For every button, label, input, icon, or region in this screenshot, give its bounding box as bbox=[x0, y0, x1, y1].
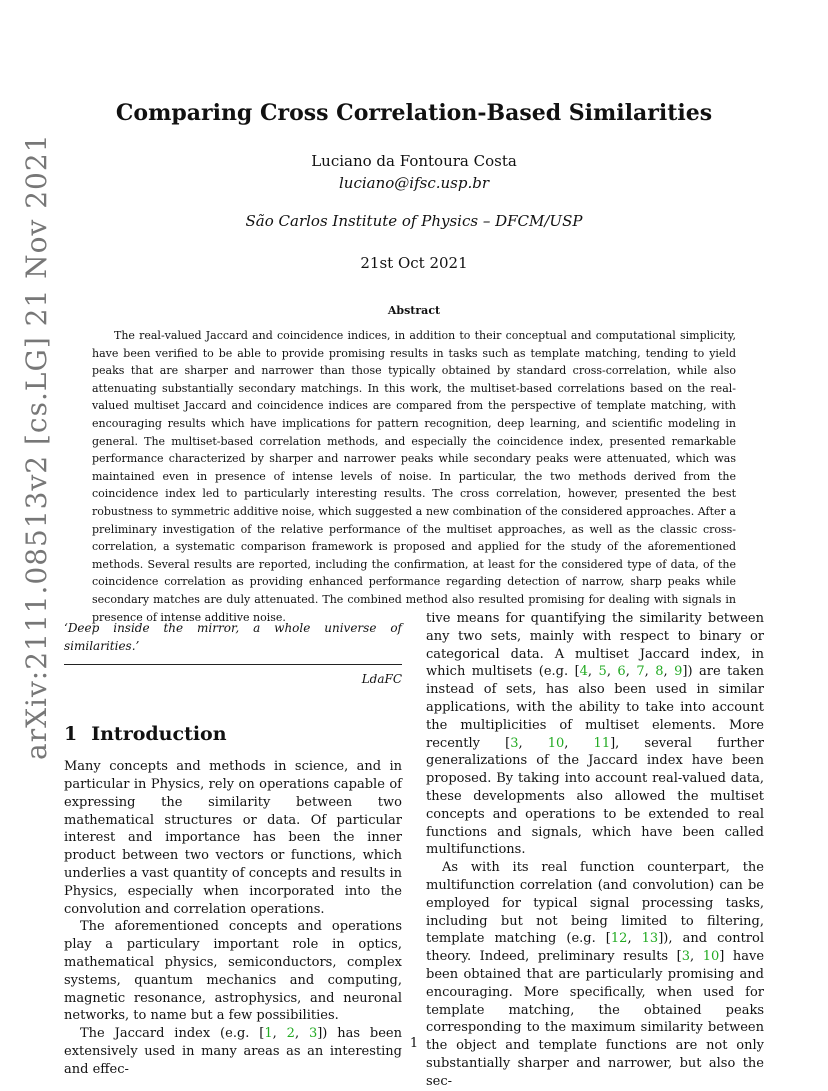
citation-separator: , bbox=[272, 1026, 287, 1042]
citation-link[interactable]: 3 bbox=[681, 949, 690, 965]
paragraph-text: As with its real function counterpart, the multifunction correlation (and convolution) can be employed for typical signal processing tasks, including but not being limited to filtering, template matching (e.g. [ bbox=[426, 860, 764, 947]
author-affiliation: São Carlos Institute of Physics – DFCM/USP bbox=[245, 212, 583, 230]
epigraph-quote: ‘Deep inside the mirror, a whole universe of similarities.’ bbox=[64, 621, 402, 653]
citation-link[interactable]: 6 bbox=[617, 664, 626, 680]
citation-separator: , bbox=[606, 664, 618, 680]
section-number: 1 bbox=[64, 723, 78, 746]
paragraph-text: ] have been obtained that are particularly promising and encouraging. More specifically, when used for template matching, the obtained peaks corresponding to the maximum similarity between the object and template functions are not only substantially sharper and narrower, but also the sec- bbox=[426, 949, 765, 1089]
citation-link[interactable]: 1 bbox=[264, 1026, 273, 1042]
paragraph: The aforementioned concepts and operations play a particulary important role in optics, mathematical physics, semiconductors, complex systems, quantum mechanics and computing, magnetic resonance, astrophysics, and neuronal networks, to name but a few possibilities. bbox=[64, 919, 402, 1024]
left-column bbox=[64, 620, 402, 1079]
arxiv-identifier-stamp: arXiv:2111.08513v2 [cs.LG] 21 Nov 2021 bbox=[20, 133, 53, 760]
citation-separator: , bbox=[587, 664, 599, 680]
author-email: luciano@ifsc.usp.br bbox=[338, 174, 489, 192]
citation-separator: , bbox=[564, 735, 594, 751]
citation-link[interactable]: 13 bbox=[641, 931, 659, 947]
abstract-text: The real-valued Jaccard and coincidence indices, in addition to their conceptual and computational simplicity, have been verified to be able to provide promising results in tasks such as template matching, tending to yield peaks that are sharper and narrower than those typically obtained by standard cross-correlation, while also attenuating substantially secondary matchings. In this work, the multiset-based correlations based on the real-valued multiset Jaccard and coincidence indices are compared from the perspective of template matching, with encouraging results which have implications for pattern recognition, deep learning, and scientific modeling in general. The multiset-based correlation methods, and especially the coincidence index, presented remarkable performance characterized by sharper and narrower peaks while secondary peaks were attenuated, which was maintained even in presence of intense levels of noise. In particular, the two methods derived from the coincidence index led to particularly interesting results. The cross correlation, however, presented the best robustness to symmetric additive noise, which suggested a new combination of the considered approaches. After a preliminary investigation of the relative performance of the multiset approaches, as well as the classic cross-correlation, a systematic comparison framework is proposed and applied for the study of the aforementioned methods. Several results are reported, including the confirmation, at least for the considered type of data, of the coincidence correlation as providing enhanced performance regarding detection of narrow, sharp peaks while secondary matches are duly attenuated. The combined method also resulted promising for dealing with signals in presence of intense additive noise. bbox=[92, 329, 736, 624]
paragraph-text: The Jaccard index (e.g. [ bbox=[80, 1026, 265, 1042]
abstract-heading: Abstract bbox=[387, 304, 441, 317]
paragraph-text: ]) are taken instead of sets, has also been used in similar applications, with the ability to take into account the multiplicities of multiset elements. More recently [ bbox=[426, 664, 765, 751]
citation-separator: , bbox=[663, 664, 675, 680]
paragraph-text: tive means for quantifying the similarity between any two sets, mainly with respect to binary or categorical data. A multiset Jaccard index, in which multisets (e.g. [ bbox=[426, 611, 764, 680]
epigraph-rule bbox=[64, 664, 402, 665]
citation-separator: , bbox=[690, 949, 703, 965]
citation-separator: , bbox=[644, 664, 656, 680]
epigraph-attribution: LdaFC bbox=[361, 671, 402, 686]
paragraph bbox=[426, 610, 764, 859]
author-name: Luciano da Fontoura Costa bbox=[311, 152, 517, 170]
page-number: 1 bbox=[409, 1036, 419, 1051]
citation-link[interactable]: 3 bbox=[510, 735, 519, 751]
section-heading bbox=[64, 723, 402, 746]
citation-separator: , bbox=[625, 664, 637, 680]
title-block bbox=[0, 100, 828, 272]
citation-separator: , bbox=[294, 1026, 309, 1042]
paragraph bbox=[64, 1025, 402, 1078]
paragraph-text: ]), and control theory. Indeed, preliminary results [ bbox=[426, 931, 764, 965]
citation-link[interactable]: 8 bbox=[655, 664, 664, 680]
paragraph-text: ]) has been extensively used in many areas as an interesting and effec- bbox=[64, 1026, 403, 1077]
paragraph bbox=[426, 859, 764, 1090]
citation-separator: , bbox=[627, 931, 642, 947]
paragraph-text: ], several further generalizations of the Jaccard index have been proposed. By taking into account real-valued data, these developments also allowed the multiset concepts and operations to be extended to real functions and signals, which have been called multifunctions. bbox=[426, 735, 764, 858]
citation-link[interactable]: 7 bbox=[636, 664, 645, 680]
citation-link[interactable]: 12 bbox=[610, 931, 628, 947]
abstract bbox=[92, 304, 736, 626]
citation-link[interactable]: 10 bbox=[702, 949, 720, 965]
right-column bbox=[426, 610, 764, 1091]
citation-link[interactable]: 5 bbox=[598, 664, 607, 680]
citation-separator: , bbox=[518, 735, 548, 751]
citation-link[interactable]: 3 bbox=[308, 1026, 318, 1042]
section-title: Introduction bbox=[91, 723, 227, 746]
citation-link[interactable]: 11 bbox=[593, 735, 611, 751]
citation-link[interactable]: 2 bbox=[286, 1026, 295, 1042]
paragraph: Many concepts and methods in science, and in particular in Physics, rely on operations capable of expressing the similarity between two mathematical structures or data. Of particular interest and importance has been the inner product between two vectors or functions, which underlies a vast quantity of concepts and results in Physics, especially when incorporated into the convolution and correlation operations. bbox=[64, 759, 402, 917]
paper-date: 21st Oct 2021 bbox=[360, 254, 468, 272]
paper-title: Comparing Cross Correlation-Based Similarities bbox=[115, 100, 713, 126]
citation-link[interactable]: 9 bbox=[674, 664, 683, 680]
citation-link[interactable]: 4 bbox=[579, 664, 588, 680]
citation-link[interactable]: 10 bbox=[547, 735, 565, 751]
